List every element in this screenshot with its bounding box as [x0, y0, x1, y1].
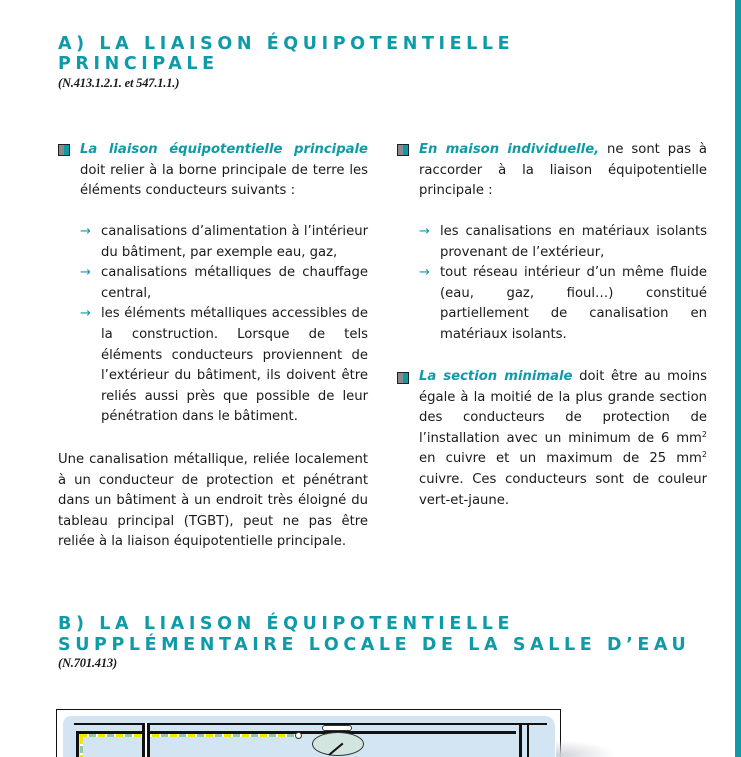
arrow-right-icon: →	[80, 265, 91, 281]
pipe-icon	[142, 723, 150, 757]
lead-text: La liaison équipotentielle principale	[80, 142, 368, 157]
list-item: → tout réseau intérieur d’un même fluide (eau, gaz, fioul…) constitué partiellement de canalisation en matériaux isolants.	[419, 265, 707, 342]
left-column-block	[80, 140, 368, 202]
wall-line-right-outer	[527, 723, 529, 757]
section-b-title-line2: SUPPLÉMENTAIRE LOCALE DE LA SALLE D’EAU	[58, 635, 691, 655]
green-yellow-conductor-vertical	[80, 737, 83, 757]
right-block-2: La section minimale doit être au moins égale à la moitié de la plus grande section des conducteurs de protection de l’installation avec un minimum de 6 $mm^2$ en cuivre et un maximum de 25 $mm^2$ cuivre. Ces conducteurs sont de couleur vert-et-jaune.	[419, 369, 707, 508]
square-bullet-icon	[397, 144, 409, 156]
section-a-title-line2: PRINCIPALE	[58, 54, 219, 74]
basin-rim	[322, 725, 352, 731]
list-item: → les canalisations en matériaux isolants provenant de l’extérieur,	[419, 224, 707, 260]
bathroom-equipotential-diagram	[56, 709, 561, 757]
right-arrow-list	[419, 222, 707, 346]
list-item: → canalisations d’alimentation à l’intérieur du bâtiment, par exemple eau, gaz,	[80, 224, 368, 260]
decorative-shadow	[556, 740, 616, 757]
section-a-reference: (N.413.1.2.1. et 547.1.1.)	[58, 76, 180, 90]
section-b-reference: (N.701.413)	[58, 656, 117, 670]
lead-text: En maison individuelle,	[419, 142, 600, 157]
list-item: → canalisations métalliques de chauffage central,	[80, 265, 368, 301]
list-item: → les éléments métalliques accessibles de la construction. Lorsque de tels éléments conducteurs proviennent de l’extérieur du bâtiment, ils doivent être reliés aussi près que possible de leur pénétration dans le bâtiment.	[80, 306, 368, 425]
lead-text: La section minimale	[419, 369, 573, 384]
connection-node-icon	[295, 732, 302, 739]
section-a-title-line1: A) LA LIAISON ÉQUIPOTENTIELLE	[58, 34, 515, 54]
arrow-right-icon: →	[80, 224, 91, 239]
green-yellow-conductor	[80, 734, 295, 737]
arrow-right-icon: →	[80, 306, 91, 322]
left-note	[58, 450, 368, 553]
arrow-right-icon: →	[419, 265, 430, 281]
note-text: Une canalisation métallique, reliée localement à un conducteur de protection et pénétrant dans un bâtiment à un endroit très éloigné du tableau principal (TGBT), peut ne pas être reliée à la liaison équipotentielle principale.	[58, 452, 368, 550]
wall-line-right	[519, 723, 522, 757]
right-block-1	[419, 140, 707, 202]
intro-text: ne sont pas à raccorder à la liaison équipotentielle principale :	[419, 142, 707, 199]
section-b-title-line1: B) LA LIAISON ÉQUIPOTENTIELLE	[58, 614, 515, 634]
washbasin-icon	[312, 732, 364, 756]
square-bullet-icon	[397, 372, 409, 384]
arrow-right-icon: →	[419, 224, 430, 239]
square-bullet-icon	[58, 144, 70, 156]
intro-text: doit relier à la borne principale de terre les éléments conducteurs suivants :	[80, 162, 368, 199]
left-arrow-list	[80, 222, 368, 428]
page-edge-accent-bar	[735, 0, 741, 757]
